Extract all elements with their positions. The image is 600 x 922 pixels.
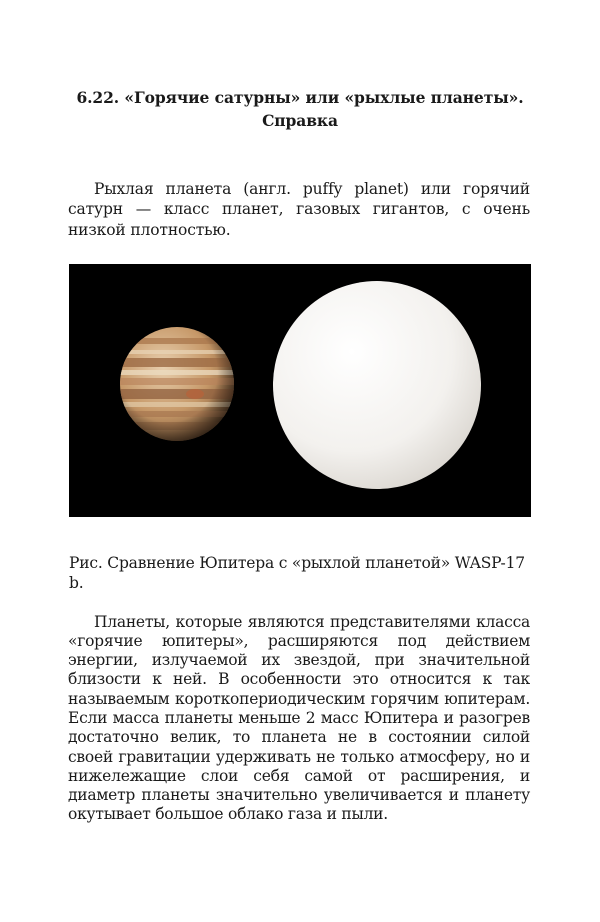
planet-comparison-image [69, 264, 531, 517]
planet-comparison-figure [69, 264, 531, 517]
body-paragraph: Планеты, которые являются представителями класса «горячие юпитеры», расширяются под действием энергии, излучаемой их звездой, при значительной близости к ней. В особенности это относится к так называемым короткопериодическим горячим юпитерам. Если масса планеты меньше 2 масс Юпитера и разогрев достаточно велик, то планета не в состоянии силой своей гравитации удерживать не только атмосферу, но и нижележащие слои себя самой от расширения, и диаметр планеты значительно увеличивается и планету окутывает большое облако газа и пыли. [68, 612, 530, 824]
figure-caption: Рис. Сравнение Юпитера с «рыхлой планетой» WASP-17 b. [69, 553, 525, 592]
section-title-line-2: Справка [262, 111, 338, 130]
intro-paragraph: Рыхлая планета (англ. puffy planet) или горячий сатурн — класс планет, газовых гигантов, с очень низкой плотностью. [68, 179, 530, 239]
puffy-planet-wasp-17b [273, 281, 481, 489]
section-title-line-1: 6.22. «Горячие сатурны» или «рыхлые планеты». [76, 88, 524, 107]
section-heading [60, 86, 540, 132]
